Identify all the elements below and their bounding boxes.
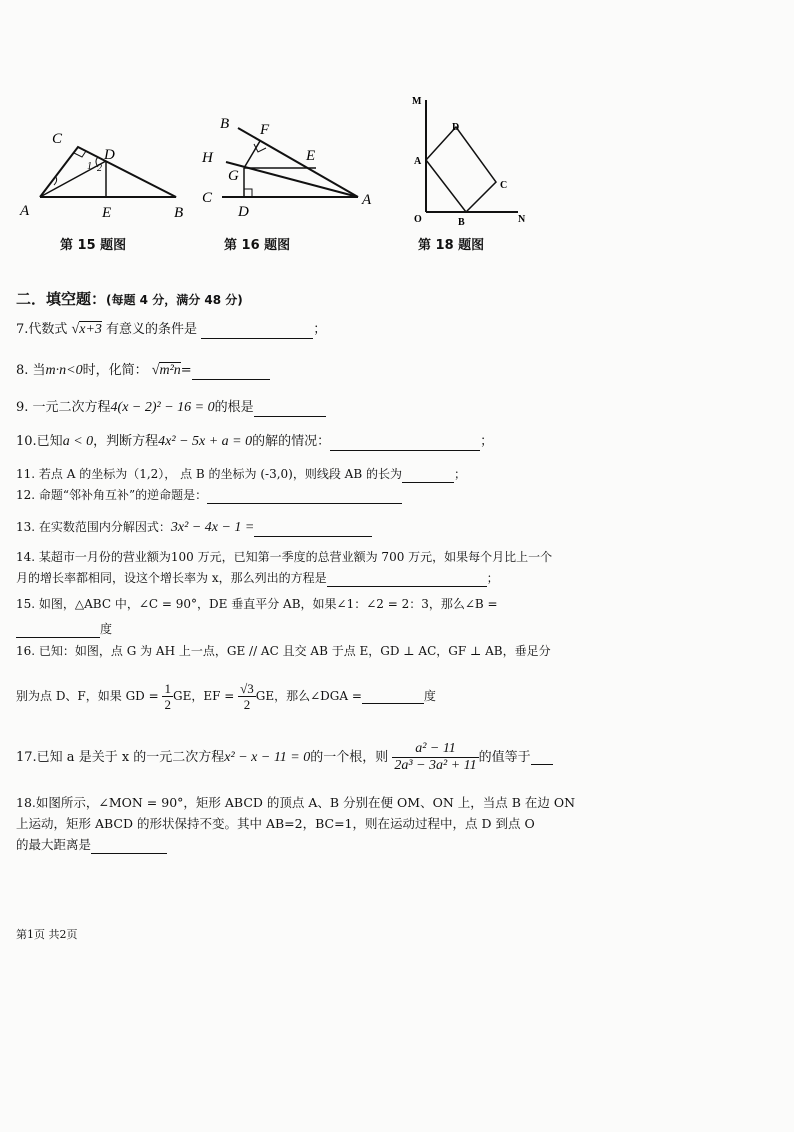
label-E: E (306, 148, 316, 164)
q18-answer-blank[interactable] (91, 839, 167, 854)
question-11 (16, 465, 466, 483)
q7-suffix: 有意义的条件是 (106, 322, 198, 337)
question-13 (16, 518, 372, 537)
q10-mid: ，判断方程 (93, 434, 159, 449)
q9-suffix: 的根是 (214, 400, 254, 415)
label-D: D (452, 122, 460, 133)
label-A: A (414, 156, 422, 167)
q17-fraction (392, 741, 478, 774)
question-14-line1 (16, 548, 552, 566)
question-10 (16, 433, 493, 451)
q7-answer-blank[interactable] (201, 324, 313, 339)
figure-16-caption: 第 16 题图 (224, 238, 291, 253)
label-B: B (174, 205, 184, 221)
q17-expr: x² − x − 11 = 0 (224, 750, 311, 765)
question-17 (16, 738, 553, 778)
question-16-line2 (16, 676, 436, 716)
q15-line1: 15. 如图，△ABC 中，∠C = 90°，DE 垂直平分 AB，如果∠1：∠2 = 2：3，那么∠B = (16, 597, 498, 611)
section-title (16, 288, 243, 309)
label-A: A (362, 192, 372, 208)
question-9 (16, 399, 326, 417)
q16-line1: 16. 已知：如图，点 G 为 AH 上一点，GE // AC 且交 AB 于点 E，GD ⊥ AC，GF ⊥ AB，垂足分 (16, 644, 551, 658)
q13-expr: 3x² − 4x − 1 = (170, 520, 255, 535)
q17-answer-blank[interactable] (531, 750, 553, 765)
q17-suffix: 的值等于 (478, 750, 531, 765)
q17-num: a² − 11 (392, 741, 478, 758)
question-12 (16, 486, 402, 504)
q16-answer-blank[interactable] (362, 689, 424, 704)
question-15-line2 (16, 620, 112, 638)
label-F: F (260, 122, 270, 138)
q18-line2: 上运动，矩形 ABCD 的形状保持不变。其中 AB=2，BC=1，则在运动过程中，点 D 到点 O (16, 816, 535, 831)
q8-radicand: m²n (159, 363, 181, 378)
q16-line2c: GE，那么∠DGA = (255, 689, 362, 703)
q16-sqrt-num: √3 (240, 681, 254, 696)
q10-answer-blank[interactable] (330, 436, 480, 451)
q11-end: ； (453, 467, 466, 481)
q11-text: 11. 若点 A 的坐标为（1,2）， 点 B 的坐标为 (-3,0)，则线段 AB 的长为 (16, 467, 402, 481)
label-B: B (220, 116, 230, 132)
q13-prefix: 13. 在实数范围内分解因式： (16, 520, 171, 534)
section-note: (每题 4 分，满分 48 分) (106, 293, 243, 307)
q14-answer-blank[interactable] (327, 572, 487, 587)
figure-16 (198, 108, 388, 223)
q10-suffix: 的解的情况： (252, 434, 331, 449)
figure-15-diagram (18, 125, 193, 225)
question-8 (16, 362, 270, 380)
q9-prefix: 9. 一元二次方程 (16, 400, 111, 415)
q10-expr: 4x² − 5x + a = 0 (158, 434, 253, 449)
question-18-line3 (16, 836, 167, 854)
q11-answer-blank[interactable] (402, 468, 454, 483)
question-14-line2 (16, 569, 499, 587)
q7-end: ； (313, 322, 327, 337)
question-15-line1 (16, 595, 498, 613)
q7-prefix: 7.代数式 (16, 322, 68, 337)
question-16-line1 (16, 642, 551, 660)
label-angle-1: 1 (87, 161, 92, 172)
page-footer: 第1页 共2页 (16, 928, 78, 941)
q8-cond: m·n<0 (45, 363, 83, 378)
q8-prefix: 8. 当 (16, 363, 46, 378)
q13-answer-blank[interactable] (254, 522, 372, 537)
label-N: N (518, 214, 526, 225)
q12-answer-blank[interactable] (207, 489, 402, 504)
label-C: C (202, 190, 213, 206)
q10-prefix: 10.已知 (16, 434, 63, 449)
q16-end: 度 (423, 689, 436, 703)
q10-cond: a < 0 (62, 434, 94, 449)
q8-eq: = (180, 363, 192, 378)
section-title-text: 二．填空题： (16, 290, 107, 308)
q16-sqrt-den: 2 (243, 697, 251, 712)
q16-half-den: 2 (164, 697, 171, 712)
q16-line2a: 别为点 D、F，如果 GD = (16, 689, 159, 703)
figure-16-diagram (198, 108, 388, 223)
q8-answer-blank[interactable] (192, 365, 270, 380)
q16-half-fraction (162, 681, 173, 712)
q8-sqrt: √m²n (151, 363, 181, 378)
q17-den: 2a³ − 3a² + 11 (394, 758, 477, 773)
label-E: E (102, 205, 112, 221)
question-7 (16, 321, 326, 339)
q14-line1: 14. 某超市一月份的营业额为100 万元，已知第一季度的总营业额为 700 万元，如果每个月比上一个 (16, 550, 553, 564)
label-H: H (202, 150, 213, 166)
q15-answer-blank[interactable] (16, 623, 100, 638)
q7-radicand: x+3 (79, 322, 102, 337)
q18-line1: 18.如图所示，∠MON = 90°，矩形 ABCD 的顶点 A、B 分别在便 OM、ON 上，当点 B 在边 ON (16, 795, 576, 810)
figure-18-diagram (406, 92, 536, 227)
q9-expr: 4(x − 2)² − 16 = 0 (110, 400, 215, 415)
q10-end: ； (480, 434, 494, 449)
label-D: D (104, 147, 115, 163)
q12-text: 12. 命题“邻补角互补”的逆命题是： (16, 488, 208, 502)
label-A: A (20, 203, 30, 219)
q15-suffix: 度 (100, 622, 113, 636)
figure-18 (406, 92, 536, 227)
q18-line3: 的最大距离是 (16, 837, 92, 852)
figure-18-caption: 第 18 题图 (418, 238, 485, 253)
label-M: M (412, 96, 422, 107)
label-G: G (228, 168, 239, 184)
figure-15 (18, 125, 193, 225)
q14-end: ； (486, 571, 499, 585)
q7-sqrt: √x+3 (71, 322, 102, 337)
q16-line2b: GE，EF = (172, 689, 235, 703)
q16-sqrt-fraction (238, 681, 256, 712)
question-18-line2 (16, 815, 535, 833)
question-18-line1 (16, 794, 575, 812)
q9-answer-blank[interactable] (254, 402, 326, 417)
label-B: B (458, 217, 465, 227)
q17-mid: 的一个根，则 (310, 750, 389, 765)
figure-15-caption: 第 15 题图 (60, 238, 127, 253)
label-C: C (500, 180, 508, 191)
q16-half-num: 1 (164, 681, 171, 696)
label-angle-2: 2 (97, 163, 102, 174)
q8-mid: 时，化简： (82, 363, 148, 378)
label-C: C (52, 131, 63, 147)
q17-prefix: 17.已知 a 是关于 x 的一元二次方程 (16, 750, 225, 765)
label-D: D (238, 204, 249, 220)
q14-line2: 月的增长率都相同，设这个增长率为 x，那么列出的方程是 (16, 571, 327, 585)
label-O: O (414, 214, 422, 225)
